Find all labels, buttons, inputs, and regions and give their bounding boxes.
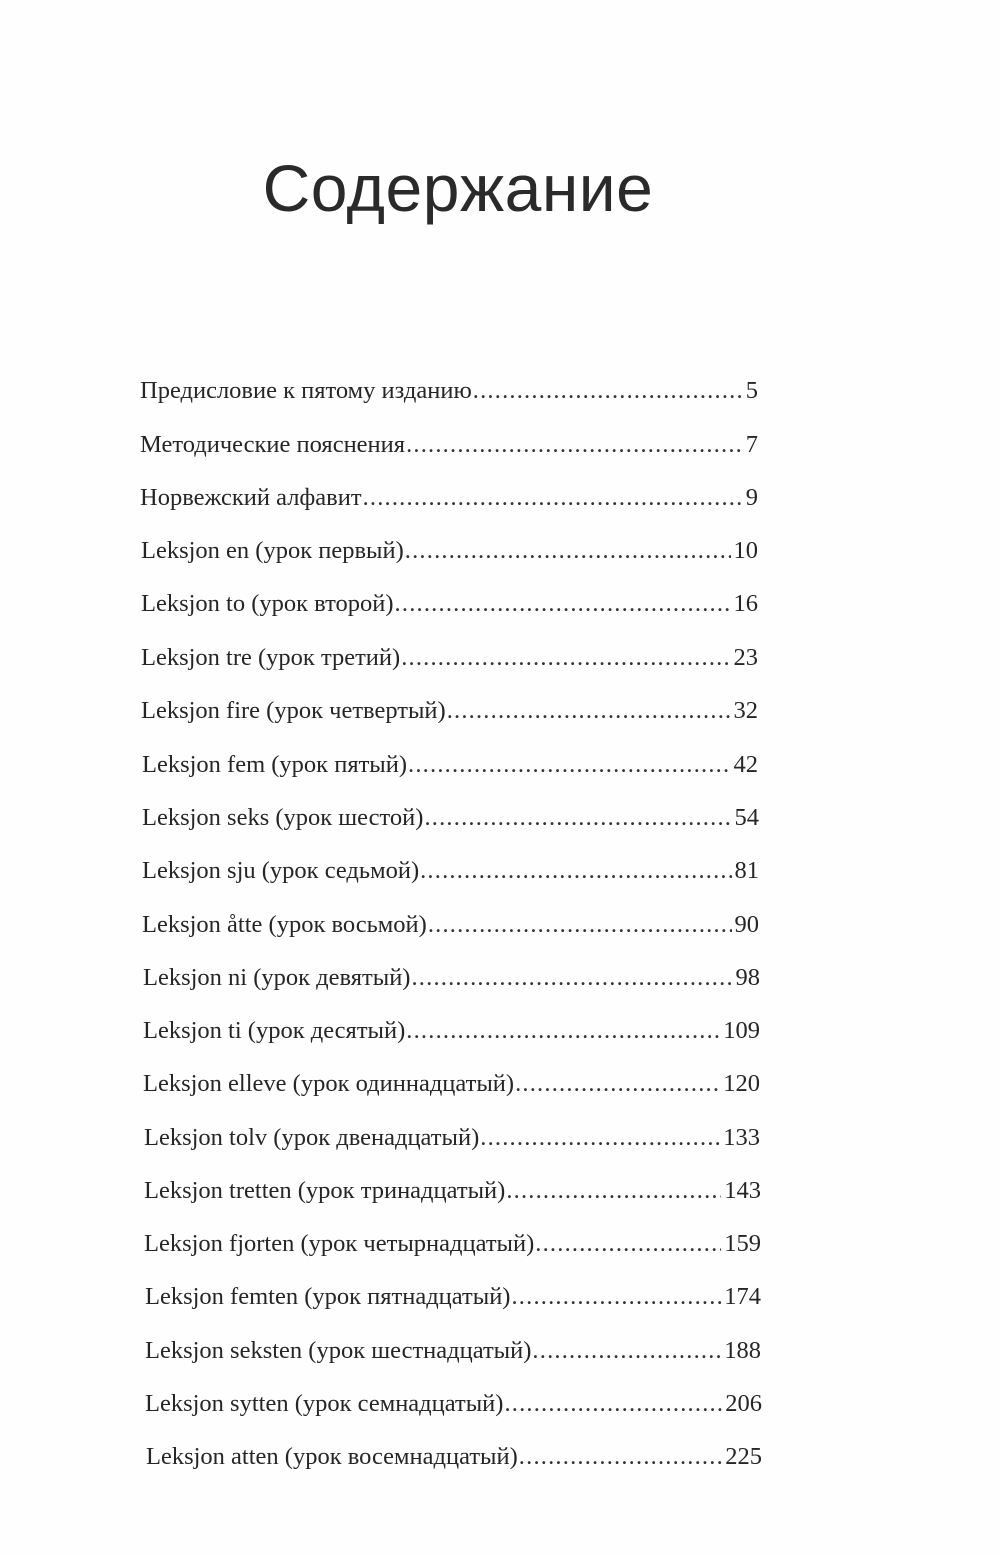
toc-entry-title: Leksjon fire (урок четвертый) <box>141 697 446 724</box>
toc-entry <box>142 854 759 888</box>
toc-entry-page: 109 <box>723 1017 760 1044</box>
toc-entry <box>143 1067 760 1101</box>
toc-entry-title: Leksjon åtte (урок восьмой) <box>142 911 427 938</box>
toc-dot-leader <box>511 1280 721 1314</box>
toc-entry-page: 16 <box>733 590 758 617</box>
toc-entry <box>142 908 759 942</box>
toc-entry <box>144 1121 760 1155</box>
toc-dot-leader <box>424 801 731 835</box>
toc-entry <box>144 1227 761 1261</box>
toc-dot-leader <box>447 694 731 728</box>
toc-entry-page: 7 <box>745 431 758 458</box>
toc-entry-title: Предисловие к пятому изданию <box>140 377 472 404</box>
toc-entry-page: 133 <box>723 1124 760 1151</box>
toc-dot-leader <box>420 854 731 888</box>
toc-entry-title: Leksjon to (урок второй) <box>141 590 394 617</box>
toc-dot-leader <box>515 1067 720 1101</box>
toc-entry-page: 10 <box>733 537 758 564</box>
toc-entry-page: 174 <box>724 1283 761 1310</box>
toc-entry-title: Leksjon ni (урок девятый) <box>143 964 411 991</box>
toc-entry-title: Leksjon tolv (урок двенадцатый) <box>144 1124 480 1151</box>
toc-entry-title: Leksjon seksten (урок шестнадцатый) <box>145 1337 532 1364</box>
toc-dot-leader <box>406 428 743 462</box>
toc-entry-title: Leksjon atten (урок восемнадцатый) <box>146 1443 518 1470</box>
toc-entry-page: 120 <box>723 1070 760 1097</box>
toc-entry <box>144 1174 761 1208</box>
toc-entry <box>142 748 758 782</box>
toc-dot-leader <box>506 1174 721 1208</box>
toc-entry-title: Leksjon tre (урок третий) <box>141 644 401 671</box>
toc-entry-title: Leksjon fem (урок пятый) <box>142 751 408 778</box>
toc-entry-page: 225 <box>725 1443 762 1470</box>
toc-entry-title: Leksjon sytten (урок семнадцатый) <box>145 1390 504 1417</box>
toc-entry-title: Методические пояснения <box>140 431 406 458</box>
toc-dot-leader <box>535 1227 721 1261</box>
toc-entry-title: Leksjon femten (урок пятнадцатый) <box>145 1283 511 1310</box>
toc-entry <box>145 1334 761 1368</box>
toc-dot-leader <box>504 1387 722 1421</box>
toc-entry <box>142 801 759 835</box>
toc-entry-page: 9 <box>745 484 758 511</box>
page-title: Содержание <box>262 151 654 225</box>
toc-entry-page: 206 <box>725 1390 762 1417</box>
toc-entry <box>141 534 758 568</box>
toc-entry-page: 32 <box>733 697 758 724</box>
toc-entry-title: Норвежский алфавит <box>140 484 362 511</box>
toc-dot-leader <box>405 534 731 568</box>
toc-dot-leader <box>532 1334 721 1368</box>
toc-entry-page: 23 <box>733 644 758 671</box>
toc-entry <box>146 1440 762 1474</box>
toc-entry-page: 98 <box>735 964 760 991</box>
toc-dot-leader <box>411 961 732 995</box>
toc-entry-title: Leksjon seks (урок шестой) <box>142 804 424 831</box>
toc-entry-title: Leksjon ti (урок десятый) <box>143 1017 406 1044</box>
toc-entry <box>141 641 758 675</box>
toc-entry <box>143 1014 760 1048</box>
toc-entry-page: 42 <box>733 751 758 778</box>
toc-entry-page: 143 <box>724 1177 761 1204</box>
toc-entry <box>145 1387 762 1421</box>
toc-dot-leader <box>473 374 743 408</box>
toc-dot-leader <box>395 587 731 621</box>
toc-dot-leader <box>363 481 743 515</box>
toc-entry-title: Leksjon fjorten (урок четырнадцатый) <box>144 1230 535 1257</box>
toc-dot-leader <box>480 1121 720 1155</box>
toc-entry <box>141 587 758 621</box>
toc-entry-page: 54 <box>734 804 759 831</box>
toc-entry-title: Leksjon elleve (урок одиннадцатый) <box>143 1070 515 1097</box>
toc-entry-page: 81 <box>734 857 759 884</box>
toc-entry <box>141 694 758 728</box>
toc-entry-title: Leksjon tretten (урок тринадцатый) <box>144 1177 506 1204</box>
toc-dot-leader <box>401 641 730 675</box>
toc-dot-leader <box>406 1014 720 1048</box>
toc-entry-page: 188 <box>724 1337 761 1364</box>
toc-entry-page: 5 <box>745 377 758 404</box>
toc-entry <box>140 374 758 408</box>
toc-entry <box>143 961 760 995</box>
toc-entry <box>140 481 758 515</box>
toc-entry <box>140 428 758 462</box>
toc-entry-page: 90 <box>734 911 759 938</box>
toc-entry-page: 159 <box>724 1230 761 1257</box>
toc-dot-leader <box>428 908 732 942</box>
toc-entry-title: Leksjon sju (урок седьмой) <box>142 857 420 884</box>
toc-dot-leader <box>519 1440 722 1474</box>
toc-entry-title: Leksjon en (урок первый) <box>141 537 404 564</box>
toc-entry <box>145 1280 761 1314</box>
toc-dot-leader <box>408 748 730 782</box>
